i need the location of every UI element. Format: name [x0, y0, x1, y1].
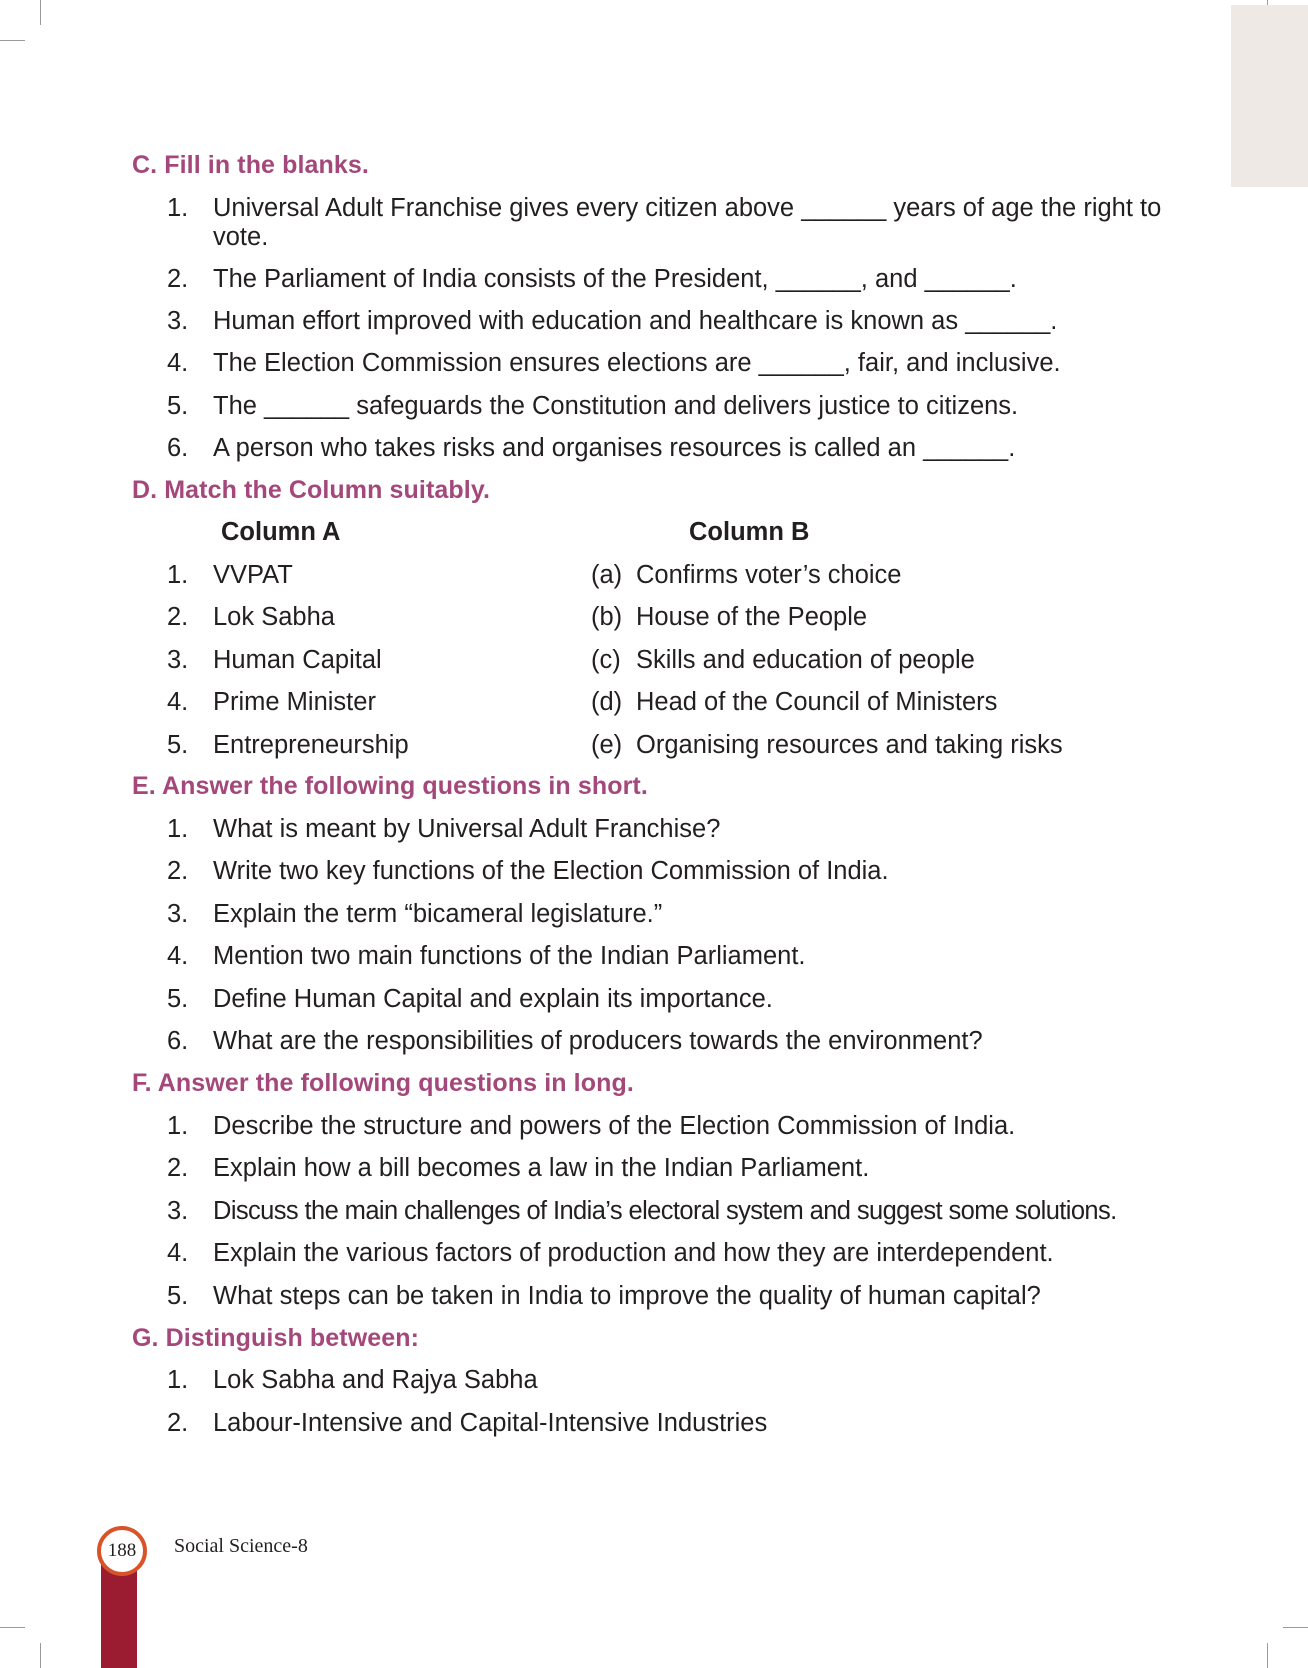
- section-heading-distinguish: G. Distinguish between:: [132, 1324, 420, 1352]
- column-a-item: Lok Sabha: [213, 603, 335, 631]
- item-text: Write two key functions of the Election Commission of India.: [213, 857, 889, 885]
- item-number: 4.: [167, 942, 189, 970]
- section-heading-short-answers: E. Answer the following questions in short.: [132, 772, 648, 800]
- item-number: 5.: [167, 985, 189, 1013]
- item-number: 3.: [167, 307, 189, 335]
- column-a-header: Column A: [221, 518, 341, 546]
- column-a-item: VVPAT: [213, 561, 293, 589]
- item-number: 5.: [167, 392, 189, 420]
- item-number: 5.: [167, 731, 189, 759]
- item-text: Explain the various factors of production and how they are interdependent.: [213, 1239, 1054, 1267]
- item-number: 2.: [167, 603, 189, 631]
- side-tab: [1231, 5, 1308, 187]
- item-number: 3.: [167, 1197, 189, 1225]
- item-text: Discuss the main challenges of India’s electoral system and suggest some solutions.: [213, 1197, 1117, 1225]
- item-number: 1.: [167, 815, 189, 843]
- column-b-letter: (e): [591, 731, 623, 759]
- item-number: 2.: [167, 265, 189, 293]
- item-number: 1.: [167, 561, 189, 589]
- item-number: 1.: [167, 1366, 189, 1394]
- item-number: 3.: [167, 646, 189, 674]
- item-number: 2.: [167, 857, 189, 885]
- item-text: The Parliament of India consists of the President, ______, and ______.: [213, 265, 1017, 293]
- column-b-item: House of the People: [636, 603, 868, 631]
- item-text: Lok Sabha and Rajya Sabha: [213, 1366, 538, 1394]
- item-text: What are the responsibilities of producers towards the environment?: [213, 1027, 983, 1055]
- column-b-header: Column B: [689, 518, 810, 546]
- item-text: Explain the term “bicameral legislature.”: [213, 900, 663, 928]
- column-b-item: Head of the Council of Ministers: [636, 688, 998, 716]
- item-number: 4.: [167, 349, 189, 377]
- item-text: What steps can be taken in India to improve the quality of human capital?: [213, 1282, 1041, 1310]
- section-heading-fill-in-blanks: C. Fill in the blanks.: [132, 151, 369, 179]
- item-number: 2.: [167, 1154, 189, 1182]
- column-b-letter: (b): [591, 603, 623, 631]
- match-row: [167, 731, 1167, 760]
- item-number: 1.: [167, 194, 189, 222]
- item-text: The ______ safeguards the Constitution and delivers justice to citizens.: [213, 392, 1019, 420]
- match-row: [167, 561, 1167, 590]
- match-row: [167, 688, 1167, 717]
- column-a-item: Entrepreneurship: [213, 731, 409, 759]
- page-number-badge: [97, 1526, 147, 1576]
- item-text: Explain how a bill becomes a law in the Indian Parliament.: [213, 1154, 870, 1182]
- item-number: 2.: [167, 1409, 189, 1437]
- item-number: 4.: [167, 688, 189, 716]
- column-b-item: Organising resources and taking risks: [636, 731, 1063, 759]
- item-text: What is meant by Universal Adult Franchise?: [213, 815, 721, 843]
- crop-mark: [40, 1643, 41, 1668]
- column-b-item: Skills and education of people: [636, 646, 975, 674]
- item-number: 4.: [167, 1239, 189, 1267]
- column-a-item: Human Capital: [213, 646, 382, 674]
- item-number: 3.: [167, 900, 189, 928]
- column-b-letter: (a): [591, 561, 623, 589]
- item-text: Describe the structure and powers of the Election Commission of India.: [213, 1112, 1016, 1140]
- item-text: Universal Adult Franchise gives every citizen above ______ years of age the right to vote.: [213, 194, 1162, 251]
- item-text: A person who takes risks and organises resources is called an ______.: [213, 434, 1016, 462]
- item-number: 1.: [167, 1112, 189, 1140]
- crop-mark: [0, 1627, 25, 1628]
- item-number: 5.: [167, 1282, 189, 1310]
- item-text: Mention two main functions of the Indian Parliament.: [213, 942, 806, 970]
- match-row: [167, 603, 1167, 632]
- item-text: Define Human Capital and explain its importance.: [213, 985, 773, 1013]
- section-heading-match-column: D. Match the Column suitably.: [132, 476, 491, 504]
- crop-mark: [40, 0, 41, 25]
- column-b-item: Confirms voter’s choice: [636, 561, 902, 589]
- book-title: Social Science-8: [174, 1535, 308, 1557]
- item-text: The Election Commission ensures elections are ______, fair, and inclusive.: [213, 349, 1061, 377]
- item-text: Human effort improved with education and healthcare is known as ______.: [213, 307, 1058, 335]
- item-text: Labour-Intensive and Capital-Intensive Industries: [213, 1409, 768, 1437]
- crop-mark: [1283, 1627, 1308, 1628]
- item-number: 6.: [167, 1027, 189, 1055]
- list-item: [167, 194, 1197, 252]
- column-b-letter: (c): [591, 646, 621, 674]
- match-row: [167, 646, 1167, 675]
- column-a-item: Prime Minister: [213, 688, 376, 716]
- item-number: 6.: [167, 434, 189, 462]
- column-b-letter: (d): [591, 688, 623, 716]
- crop-mark: [0, 40, 25, 41]
- section-heading-long-answers: F. Answer the following questions in long.: [132, 1069, 634, 1097]
- page-number: 188: [107, 1540, 137, 1561]
- crop-mark: [1267, 1643, 1268, 1668]
